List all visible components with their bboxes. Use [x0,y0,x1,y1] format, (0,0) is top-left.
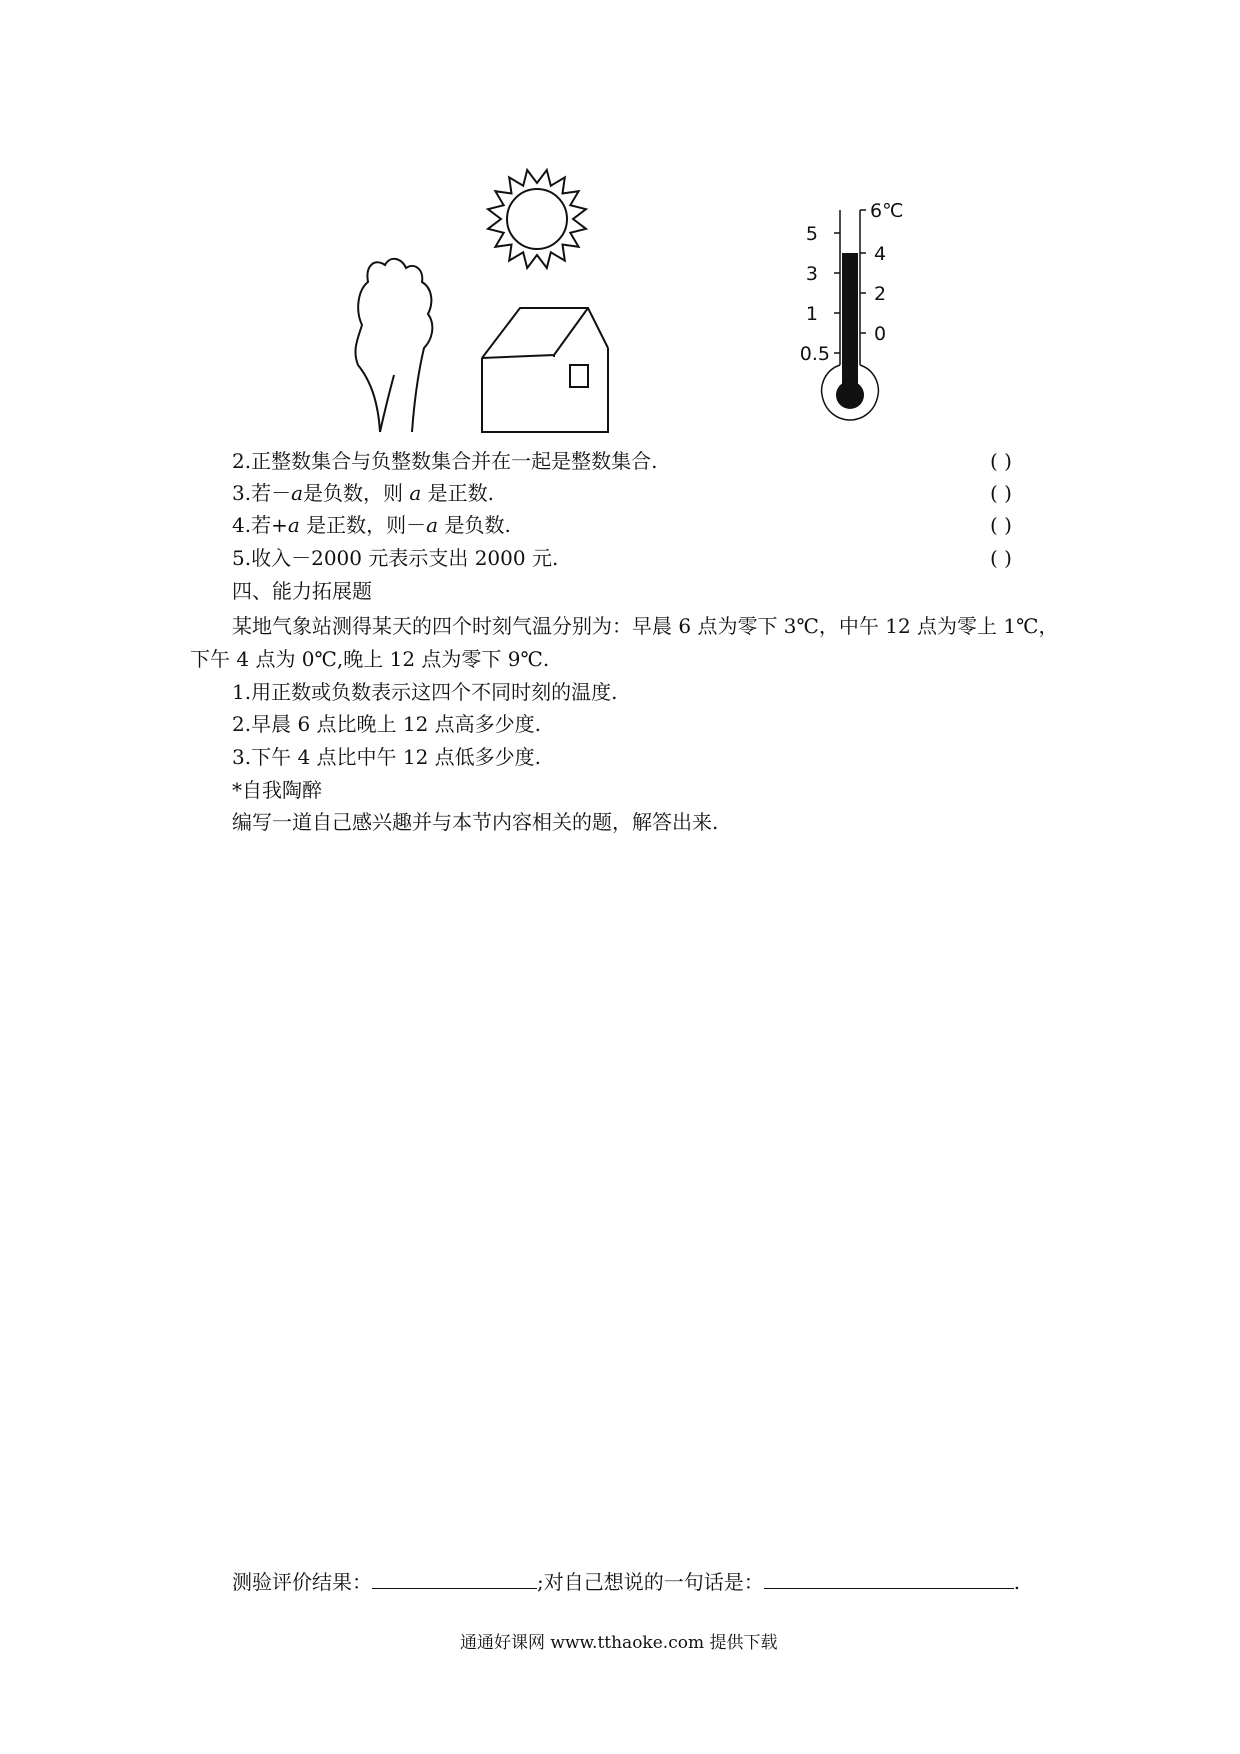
item-text: 是负数. [438,513,511,537]
thermo-right-label: 6℃ [870,200,904,222]
item-text: 是正数. [421,481,495,505]
evaluation-line [232,1568,1020,1595]
thermo-right-label: 2 [874,283,887,305]
thermo-right-label: 0 [874,323,887,345]
item-number: 2. [232,449,252,473]
thermo-left-label: 5 [805,223,818,245]
thermo-left-label: 1 [805,303,818,325]
item-number: 4. [232,513,252,537]
answer-parentheses: ( ) [990,481,1012,505]
item-text: 是正数，则－ [299,513,427,537]
variable: a [426,513,439,537]
question-2: 2.早晨 6 点比晚上 12 点高多少度. [232,712,542,736]
self-task: 编写一道自己感兴趣并与本节内容相关的题，解答出来. [232,810,719,834]
thermo-left-label: 3 [805,263,818,285]
line-end: . [1013,1570,1021,1594]
sun-icon [488,170,586,268]
section-heading: 四、能力拓展题 [232,579,372,603]
thermometer-figure [780,190,940,440]
problem-intro: 某地气象站测得某天的四个时刻气温分别为：早晨 6 点为零下 3℃，中午 12 点为零上 1℃， [232,614,1059,638]
item-text: 正整数集合与负整数集合并在一起是整数集合. [251,449,658,473]
answer-parentheses: ( ) [990,449,1012,473]
variable: a [409,481,422,505]
item-5 [232,545,558,571]
variable: a [291,481,304,505]
self-note-label: ;对自己想说的一句话是： [537,1570,764,1594]
variable: a [287,513,300,537]
question-1: 1.用正数或负数表示这四个不同时刻的温度. [232,680,618,704]
house-icon [482,308,608,432]
problem-intro-continued: 下午 4 点为 0℃,晚上 12 点为零下 9℃. [190,647,550,671]
item-number: 5. [232,546,252,570]
tree-icon [355,259,432,432]
item-number: 3. [232,481,252,505]
footer-text: 通通好课网 www.tthaoke.com 提供下载 [460,1633,778,1653]
scene-figure [350,150,620,440]
thermo-left-label: 0.5 [799,343,830,365]
question-3: 3.下午 4 点比中午 12 点低多少度. [232,745,542,769]
self-heading: *自我陶醉 [232,778,322,802]
item-3 [232,480,494,506]
thermometer-icon [822,210,879,420]
thermo-right-label: 4 [874,243,887,265]
item-4 [232,512,511,538]
item-text: 收入－2000 元表示支出 2000 元. [251,546,559,570]
evaluation-blank[interactable] [372,1568,537,1589]
item-text: 若+ [251,513,288,537]
answer-parentheses: ( ) [990,513,1012,537]
item-text: 是负数，则 [303,481,410,505]
item-text: 若－ [251,481,292,505]
evaluation-label: 测验评价结果： [232,1570,372,1594]
item-2 [232,448,657,474]
answer-parentheses: ( ) [990,546,1012,570]
self-note-blank[interactable] [764,1568,1014,1589]
